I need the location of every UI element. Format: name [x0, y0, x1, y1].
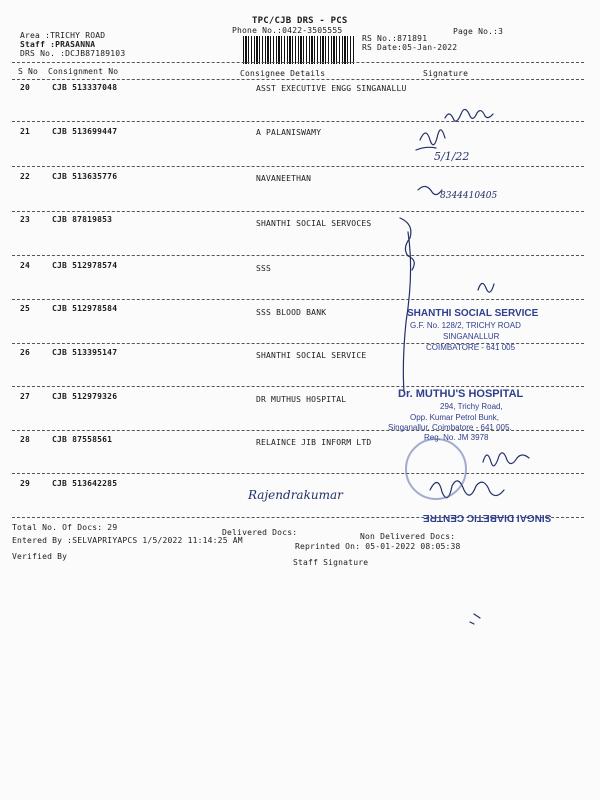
stamp-line: SHANTHI SOCIAL SERVICE — [407, 308, 539, 319]
handwritten-name: Rajendrakumar — [248, 488, 343, 502]
row-sno: 23 — [20, 215, 31, 224]
stamp-line: SINGANALLUR — [443, 332, 500, 341]
handwritten-date: 5/1/22 — [434, 150, 470, 163]
col-sno: S No — [18, 67, 39, 76]
row-consignment: CJB 87819853 — [52, 215, 113, 224]
row-consignment: CJB 512978574 — [52, 261, 118, 270]
row-consignee: A PALANISWAMY — [256, 128, 322, 137]
row-consignee: SSS — [256, 264, 272, 273]
row-sno: 24 — [20, 261, 31, 270]
stamp-line: 294, Trichy Road, — [440, 402, 503, 411]
col-consignment: Consignment No — [48, 67, 119, 76]
handwritten-phone: 8344410405 — [440, 191, 498, 201]
staff-signature-label: Staff Signature — [293, 558, 369, 567]
row-consignment: CJB 513395147 — [52, 348, 118, 357]
row-consignment: CJB 87558561 — [52, 435, 113, 444]
signature-row21 — [416, 130, 445, 150]
row-sno: 27 — [20, 392, 31, 401]
total-docs: Total No. Of Docs: 29 — [12, 523, 118, 532]
row-sno: 26 — [20, 348, 31, 357]
page-number: Page No.:3 — [453, 27, 504, 36]
row-consignment: CJB 513699447 — [52, 127, 118, 136]
row-consignment: CJB 513337048 — [52, 83, 118, 92]
row-sno: 20 — [20, 83, 31, 92]
ink-specks — [470, 614, 480, 624]
row-sno: 25 — [20, 304, 31, 313]
row-sno: 21 — [20, 127, 31, 136]
rs-date: RS Date:05-Jan-2022 — [362, 43, 458, 52]
stamp-line: Reg. No. JM 3978 — [424, 433, 489, 442]
signature-row28 — [483, 453, 529, 466]
signature-row22 — [418, 186, 442, 194]
row-consignment: CJB 512978584 — [52, 304, 118, 313]
verified-by: Verified By — [12, 552, 68, 561]
entered-by: Entered By :SELVAPRIYAPCS 1/5/2022 11:14:25 AM — [12, 536, 243, 545]
stamp-line: Singanallur, Coimbatore - 641 005. — [388, 423, 512, 432]
row-consignee: RELAINCE JIB INFORM LTD — [256, 438, 372, 447]
row-consignment: CJB 513642285 — [52, 479, 118, 488]
drs-number: DRS No. :DCJB87189103 — [20, 49, 126, 58]
col-signature: Signature — [423, 69, 469, 78]
non-delivered-docs: Non Delivered Docs: — [360, 532, 456, 541]
signature-row25 — [478, 283, 494, 292]
stamp-line: Dr. MUTHU'S HOSPITAL — [398, 388, 524, 400]
stamp-line: G.F. No. 128/2, TRICHY ROAD — [410, 321, 521, 330]
rs-number: RS No.:871891 — [362, 34, 428, 43]
diabetic-centre-stamp: SINGAI DIABETIC CENTRE — [423, 512, 552, 523]
col-consignee: Consignee Details — [240, 69, 326, 78]
delivered-docs: Delivered Docs: — [222, 528, 298, 537]
row-consignee: SHANTHI SOCIAL SERVOCES — [256, 219, 372, 228]
round-seal — [405, 438, 467, 500]
row-consignee: SSS BLOOD BANK — [256, 308, 327, 317]
row-consignment: CJB 512979326 — [52, 392, 118, 401]
signature-row20 — [445, 109, 493, 121]
document-title: TPC/CJB DRS - PCS — [252, 16, 348, 26]
stamp-line: Opp. Kumar Petrol Bunk, — [410, 413, 499, 422]
signature-bracket — [400, 218, 414, 392]
row-sno: 22 — [20, 172, 31, 181]
staff-label: Staff :PRASANNA — [20, 40, 96, 49]
reprinted-on: Reprinted On: 05-01-2022 08:05:38 — [295, 542, 461, 551]
row-consignee: NAVANEETHAN — [256, 174, 312, 183]
row-sno: 29 — [20, 479, 31, 488]
row-consignee: ASST EXECUTIVE ENGG SINGANALLU — [256, 84, 407, 93]
row-consignee: SHANTHI SOCIAL SERVICE — [256, 351, 367, 360]
area-label: Area :TRICHY ROAD — [20, 31, 106, 40]
stamp-line: COIMBATORE - 641 005 — [426, 343, 516, 352]
row-consignment: CJB 513635776 — [52, 172, 118, 181]
row-sno: 28 — [20, 435, 31, 444]
row-consignee: DR MUTHUS HOSPITAL — [256, 395, 347, 404]
phone-number: Phone No.:0422-3505555 — [232, 26, 343, 35]
